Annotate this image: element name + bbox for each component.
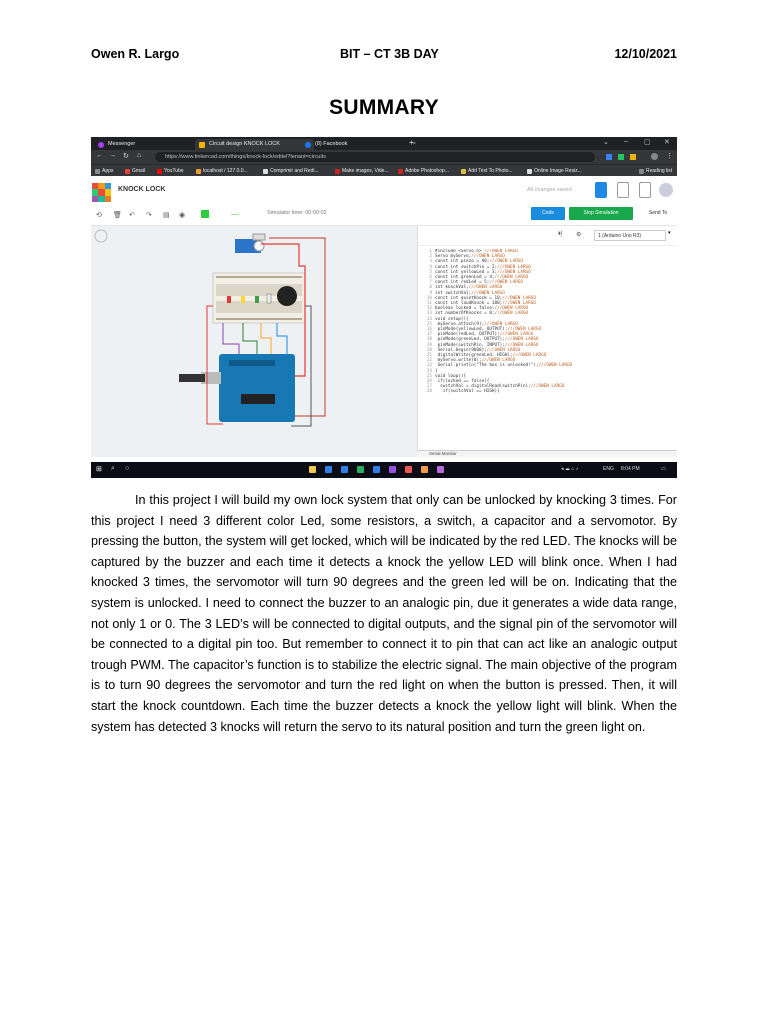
code-comment: ///OWEN LARGO [497,269,531,275]
file-explorer-icon [309,466,316,473]
close-icon: × [412,141,416,147]
code-line [422,389,672,394]
code-comment: ///OWEN LARGO [499,332,534,338]
bookmark-reading-list: Reading list [639,166,672,176]
code-button: Code [531,207,565,220]
line-number: 25 [426,373,432,379]
schematic-icon [617,182,629,198]
line-number: 23 [426,363,432,369]
wire-color-icon [201,210,209,218]
line-number: 18 [426,337,432,343]
project-name: KNOCK LOCK [118,186,166,193]
code-text: const int quietKnock = 10; [435,295,503,301]
profile-avatar [651,153,658,160]
line-number: 16 [426,327,432,333]
code-comment: ///OWEN LARGO [504,337,539,343]
code-text: void setup(){ [435,316,469,322]
windows-taskbar [91,462,677,478]
code-text: } [435,368,438,374]
line-number: 15 [426,321,432,327]
search-icon: ⌕ [111,465,115,472]
bookmark-localhost: localhost / 127.0.0... [196,166,248,176]
line-number: 14 [426,316,432,322]
code-text: boolean locked = false; [435,306,495,312]
code-text: digitalWrite(greenLed, HIGH); [435,353,513,359]
tab-messenger: Messenger [94,139,208,150]
code-text: Serial.println("The box is unlocked!"); [435,363,539,369]
line-number: 20 [426,347,432,353]
code-comment: ///OWEN LARGO [494,311,529,317]
tab-facebook: (8) Facebook × [301,139,420,150]
code-comment: ///OWEN LARGO [484,321,518,327]
bookmarks-bar [91,164,677,176]
line-number: 3 [429,259,432,265]
code-text: #include <Servo.h> [435,249,485,254]
reload-icon: ↻ [123,153,129,160]
code-comment: ///OWEN LARGO [502,295,536,301]
code-text: myServo.write(0); [435,358,482,364]
red-led [227,296,231,303]
save-status: All changes saved [527,187,572,193]
board-select: 1 (Arduino Uno R3) [594,230,666,241]
course-section: BIT – CT 3B DAY [340,47,439,61]
code-listing [422,249,672,449]
tinkercad-icon [199,142,205,148]
app-icon [389,466,396,473]
line-number: 5 [429,269,432,275]
app-icon [373,466,380,473]
system-tray-icons: ◂ ☁ ⌂ ♪ [561,466,579,472]
eye-icon: ◉ [179,212,186,219]
line-number: 28 [426,389,432,395]
document-date: 12/10/2021 [614,47,677,61]
circuit-canvas [91,226,417,457]
code-text: const int greenLed = 4; [435,275,495,281]
tinkercad-screenshot [91,137,677,478]
bookmark-add-text: Add Text To Photo... [461,166,513,176]
address-bar: https://www.tinkercad.com/things/knock-lock/editel?tenant=circuits [155,152,595,162]
serial-monitor-toggle: Serial Monitor [417,450,677,457]
code-text: int knockVal; [435,285,469,291]
browser-nav-bar [91,150,677,164]
code-text: Serial.begin(9600); [435,347,487,353]
maximize-icon: ▢ [644,139,651,146]
user-avatar [659,183,673,197]
code-text: const int yellowLed = 3; [435,269,498,275]
code-text: int switchVal; [435,290,472,296]
code-comment: ///OWEN LARGO [486,347,521,353]
code-comment: ///OWEN LARGO [497,264,531,270]
rotate-icon: ⟲ [96,212,102,219]
line-number: 26 [426,379,432,385]
line-number: 2 [429,254,432,260]
yellow-led [241,296,245,303]
code-comment: ///OWEN LARGO [481,358,516,364]
line-number: 10 [426,295,432,301]
code-comment: ///OWEN LARGO [502,301,536,307]
minimize-icon: – [624,138,628,145]
line-number: 8 [429,285,432,291]
code-comment: ///OWEN LARGO [507,327,542,333]
extension-icon [606,154,612,160]
language-indicator: ENG [603,466,614,472]
line-number: 6 [429,275,432,281]
summary-paragraph: In this project I will build my own lock system that only can be unlocked by knocking 3 times. For this project I need 3 different color Led, some resistors, a switch, a capacitor and a servomotor. By pressing the button, the system will get locked, which will be indicated by the red LED. The knocks will be captured by the buzzer and each time it detects a knock the yellow LED will blink once. When I had knocked 3 times, the servomotor will turn 90 degrees and the green led will be on. Indicating that the system is unlocked. I need to connect the buzzer to an analogic pin, due it generates a wide data range, not only 1 or 0. The 3 LED’s will be connected to digital outputs, and the signal pin of the servomotor will be connected to a digital pin too. But remember to connect it to pin that can act like an analogic output trough PWM. The capacitor’s function is to stabilize the electric signal. The main objective of the program is to turn 90 degrees the servomotor and turn the red light on when the button is pressed. Then, it will start the knock countdown. Each time the buzzer detects a knock the yellow light will blink. When the system has detected 3 knocks will return the servo to its natural position and turn the green light on. [91,493,677,734]
line-number: 17 [426,332,432,338]
code-text: pinMode(yellowLed, OUTPUT); [435,327,508,333]
undo-icon: ↶ [129,212,135,219]
code-comment: ///OWEN LARGO [471,254,505,260]
notifications-icon: ▭ [661,466,666,472]
code-text: if(switchVal == HIGH){ [435,389,500,395]
piezo-buzzer [277,286,297,306]
code-text: pinMode(greenLed, OUTPUT); [435,337,505,343]
code-text: myServo.attach(9); [435,321,485,327]
bookmark-photoshop: Adobe Photoshop... [398,166,449,176]
code-editor-pane [417,226,677,457]
line-number: 19 [426,342,432,348]
window-close-icon: ✕ [664,139,670,146]
task-view-icon: ○ [125,465,130,472]
code-text: const int piezo = A0; [435,259,490,265]
chevron-down-icon: ▾ [668,230,671,236]
code-text: switchVal = digitalRead(switchPin); [435,384,531,390]
line-number: 27 [426,384,432,390]
code-comment: ///OWEN LARGO [468,285,503,291]
code-text: int numberOfKnocks = 0; [435,311,495,317]
browser-tab-bar [91,137,677,150]
code-text: Servo myServo; [435,254,472,260]
extension-icon [618,154,624,160]
redo-icon: ↷ [146,212,152,219]
debug-icon: ⚙ [576,232,582,238]
code-text: pinMode(redLed, OUTPUT); [435,332,500,338]
push-button [267,294,271,303]
bookmark-comprimir: Comprimir and Redi... [263,166,319,176]
code-text: const int redLed = 5; [435,280,490,286]
components-list-icon [639,182,651,198]
circuit-view-icon [595,182,607,198]
app-icon [357,466,364,473]
wire-type-icon: —· [231,211,241,218]
line-number: 12 [426,306,432,312]
code-comment: ///OWEN LARGO [489,280,523,286]
code-comment: ///OWEN LARGO [512,353,547,359]
line-number: 1 [429,249,432,254]
send-to-button: Send To [648,210,668,216]
bookmark-gmail: Gmail [125,166,145,176]
app-icon [437,466,444,473]
code-text: const int switchPin = 2; [435,264,498,270]
code-text: void loop(){ [435,373,467,379]
simulator-time: Simulator time: 00:00:02 [267,210,327,216]
bookmark-apps: Apps [95,166,113,176]
code-comment: ///OWEN LARGO [504,342,539,348]
menu-dots-icon: ⋮ [666,153,673,160]
tab-knock-lock: Circuit design KNOCK LOCK [195,139,314,150]
home-icon: ⌂ [137,152,142,159]
bookmark-youtube: YouTube [157,166,184,176]
code-text: pinMode(switchPin, INPUT); [435,342,505,348]
code-text: if(locked == false){ [435,379,490,385]
line-number: 4 [429,264,432,270]
author-name: Owen R. Largo [91,47,180,61]
code-comment: ///OWEN LARGO [489,259,523,265]
extension-icon [630,154,636,160]
app-icon [405,466,412,473]
code-comment: ///OWEN LARGO [530,384,565,390]
code-text: const int loudKnock = 100; [435,301,503,307]
green-led [255,296,259,303]
forward-icon: → [109,152,116,159]
tinkercad-header [91,176,677,203]
back-icon: ← [96,152,103,159]
line-number: 11 [426,301,432,307]
line-number: 22 [426,358,432,364]
upload-icon: ⏵| [558,231,563,237]
circuit-diagram [91,226,417,457]
line-number: 24 [426,368,432,374]
code-editor-header [418,226,677,246]
code-comment: ///OWEN LARGO [494,306,529,312]
note-icon: ▤ [163,212,170,219]
messenger-icon [98,142,104,148]
stop-simulation-button: Stop Simulation [569,207,633,220]
code-comment: ///OWEN LARGO [471,290,505,296]
code-comment: ///OWEN LARGO [538,363,573,369]
line-number: 13 [426,311,432,317]
app-icon [341,466,348,473]
line-number: 7 [429,280,432,286]
facebook-icon [305,142,311,148]
clock: 8:04 PM [621,466,640,472]
line-number: 9 [429,290,432,296]
windows-start-icon: ⊞ [96,466,102,473]
tinkercad-logo [92,183,111,202]
line-number: 21 [426,353,432,359]
delete-icon: 🗑 [113,212,122,219]
app-icon [325,466,332,473]
code-comment: ///OWEN LARGO [484,249,518,254]
bookmark-image-resizer: Online Image Resiz... [527,166,582,176]
page-title: SUMMARY [329,96,439,119]
chrome-icon [421,466,428,473]
chevron-down-icon: ⌄ [603,139,609,146]
new-tab-icon: + [409,138,414,147]
bookmark-make-images: Make images, Vide... [335,166,389,176]
code-comment: ///OWEN LARGO [494,275,529,281]
